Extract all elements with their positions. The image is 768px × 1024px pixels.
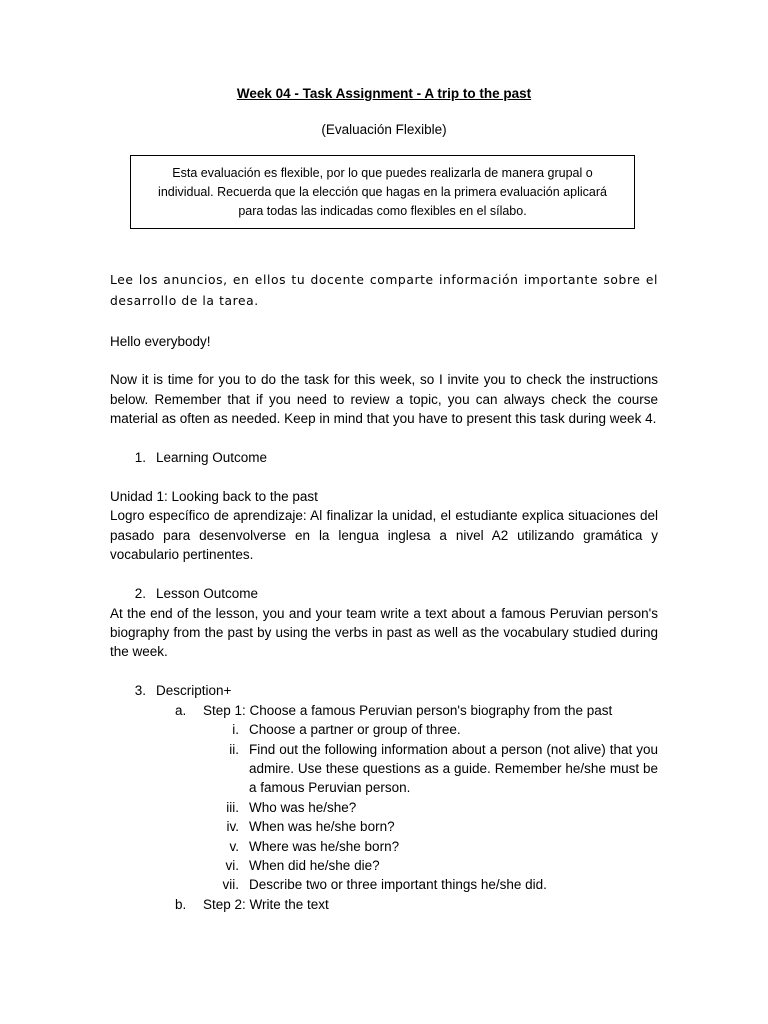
announcement-text: Lee los anuncios, en ellos tu docente comparte información importante sobre el desarrollo de la tarea.: [110, 273, 658, 308]
list-numeral: v.: [229, 838, 239, 854]
section-heading: Learning Outcome: [156, 450, 268, 466]
list-item: [214, 740, 658, 798]
lesson-outcome-text: At the end of the lesson, you and your team write a text about a famous Peruvian person's biography from the past by using the verbs in past as well as the vocabulary studied during the week.: [110, 605, 658, 660]
list-number: 3.: [134, 683, 146, 699]
list-numeral: vi.: [225, 857, 239, 873]
list-item-text: Describe two or three important things he/she did.: [249, 877, 547, 893]
list-item-text: Where was he/she born?: [249, 838, 400, 854]
list-item: [214, 720, 658, 739]
notice-text: Esta evaluación es flexible, por lo que puedes realizarla de manera grupal o individual. Recuerda que la elección que hagas en la primera evaluación aplicará para todas las indicadas como flexibles en el sílabo.: [158, 165, 607, 218]
document-subtitle: (Evaluación Flexible): [321, 122, 447, 137]
intro-paragraph: Now it is time for you to do the task for this week, so I invite you to check the instructions below. Remember that if you need to review a topic, you can always check the course material as often as needed. Keep in mind that you have to present this task during week 4.: [110, 372, 658, 427]
step-item: [175, 895, 658, 914]
list-item: [214, 817, 658, 836]
unit-title: Unidad 1: Looking back to the past: [110, 489, 318, 505]
step-item: [175, 701, 658, 720]
list-numeral: i.: [232, 722, 239, 738]
list-numeral: iv.: [226, 819, 239, 835]
section-heading: Description+: [156, 683, 232, 699]
list-numeral: iii.: [226, 799, 239, 815]
list-item: [214, 875, 658, 894]
section-heading: Lesson Outcome: [156, 586, 259, 602]
document-title: Week 04 - Task Assignment - A trip to the past: [236, 86, 532, 101]
list-number: 2.: [134, 586, 146, 602]
step-text: Step 1: Choose a famous Peruvian person's biography from the past: [203, 702, 613, 718]
section-lesson-outcome: [110, 584, 658, 603]
list-numeral: vii.: [222, 877, 239, 893]
list-letter: a.: [175, 702, 187, 718]
list-item-text: Find out the following information about a person (not alive) that you admire. Use these questions as a guide. Remember he/she must be a famous Peruvian person.: [249, 741, 658, 796]
list-item-text: Who was he/she?: [249, 799, 357, 815]
greeting-text: Hello everybody!: [110, 333, 211, 349]
list-numeral: ii.: [229, 741, 239, 757]
list-item: [214, 856, 658, 875]
list-item-text: When did he/she die?: [249, 857, 380, 873]
section-learning-outcome: [110, 448, 658, 467]
list-item: [214, 837, 658, 856]
list-item-text: When was he/she born?: [249, 819, 395, 835]
step-text: Step 2: Write the text: [203, 896, 329, 912]
list-item-text: Choose a partner or group of three.: [249, 722, 461, 738]
list-item: [214, 798, 658, 817]
document-body: [110, 270, 658, 914]
list-letter: b.: [175, 896, 187, 912]
list-number: 1.: [134, 450, 146, 466]
flexible-evaluation-notice: [130, 155, 635, 229]
learning-outcome-text: Logro específico de aprendizaje: Al finalizar la unidad, el estudiante explica situaciones del pasado para desenvolverse en la lengua inglesa a nivel A2 utilizando gramática y vocabulario pertinentes.: [110, 508, 658, 563]
section-description: [110, 681, 658, 700]
